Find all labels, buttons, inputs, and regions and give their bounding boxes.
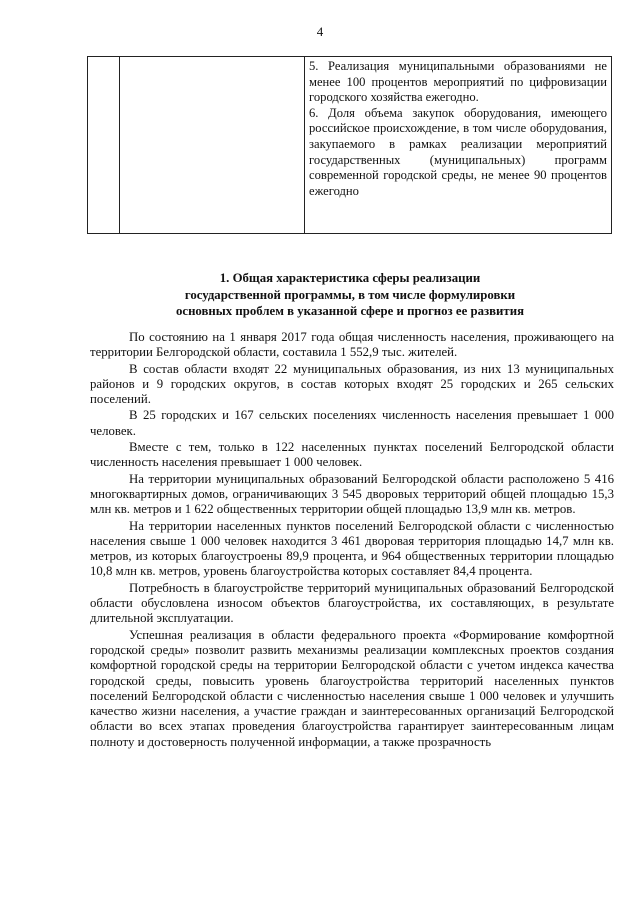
paragraph-settlements: В 25 городских и 167 сельских поселениях численность населения превышает 1 000 человек.: [90, 408, 614, 438]
section-heading-line-3: основных проблем в указанной сфере и прогноз ее развития: [175, 304, 524, 318]
paragraph-localities: Вместе с тем, только в 122 населенных пунктах поселений Белгородской области численность населения превышает 1 000 человек.: [90, 440, 614, 470]
paragraph-apartment-buildings: На территории муниципальных образований Белгородской области расположено 5 416 многоквартирных домов, ограничивающих 3 545 дворовых территорий общей площадью 15,3 млн кв. метров и 1 622 общественных территории общей площадью 13,9 млн кв. метров.: [90, 471, 614, 517]
paragraph-federal-project: Успешная реализация в области федерального проекта «Формирование комфортной городской среды» позволит развить механизмы реализации комплексных проектов создания комфортной городской среды на территории Белгородской области с учетом индекса качества городской среды, повысить уровень благоустройства территорий населенных пунктов поселений Белгородской области с численностью населения свыше 1 000 человек и улучшить качество жизни населения, а участие граждан и заинтересованных организаций Белгородской области во всех этапах проведения благоустройства гарантирует заинтересованным лицам полноту и достоверность полученной информации, а также прозрачность: [90, 627, 614, 749]
paragraph-composition: В состав области входят 22 муниципальных образования, из них 13 муниципальных районов и 9 городских округов, в состав которых входят 25 городских и 265 сельских поселений.: [90, 361, 614, 407]
table-cell-indicators: [305, 57, 612, 234]
paragraph-improvement-need: Потребность в благоустройстве территорий муниципальных образований Белгородской области обусловлена износом объектов благоустройства, их составляющих, в результате длительной эксплуатации.: [90, 580, 614, 626]
paragraph-yard-territories: На территории населенных пунктов поселений Белгородской области с численностью населения свыше 1 000 человек находится 3 461 дворовая территория площадью 14,7 млн кв. метров, из которых благоустроены 89,9 процента, и 964 общественных территории площадью 10,8 млн кв. метров, уровень благоустройства которых составляет 84,4 процента.: [90, 518, 614, 579]
paragraph-population: По состоянию на 1 января 2017 года общая численность населения, проживающего на территории Белгородской области, составила 1 552,9 тыс. жителей.: [90, 330, 614, 360]
section-heading-line-1: 1. Общая характеристика сферы реализации: [219, 271, 481, 285]
section-body: [90, 330, 614, 751]
section-heading-line-2: государственной программы, в том числе формулировки: [184, 287, 516, 302]
page-number: 4: [316, 24, 324, 39]
section-heading: [90, 270, 610, 320]
indicator-5: 5. Реализация муниципальными образованиями не менее 100 процентов мероприятий по цифровизации городского хозяйства ежегодно.: [309, 59, 607, 105]
table-cell-empty-2: [120, 57, 305, 234]
table-cell-empty-1: [88, 57, 120, 234]
indicators-table: [87, 56, 612, 234]
indicator-6: 6. Доля объема закупок оборудования, имеющего российское происхождение, в том числе оборудования, закупаемого в рамках реализации мероприятий государственных (муниципальных) программ современной городской среды, не менее 90 процентов ежегодно: [309, 105, 607, 198]
table-row: [88, 57, 612, 234]
